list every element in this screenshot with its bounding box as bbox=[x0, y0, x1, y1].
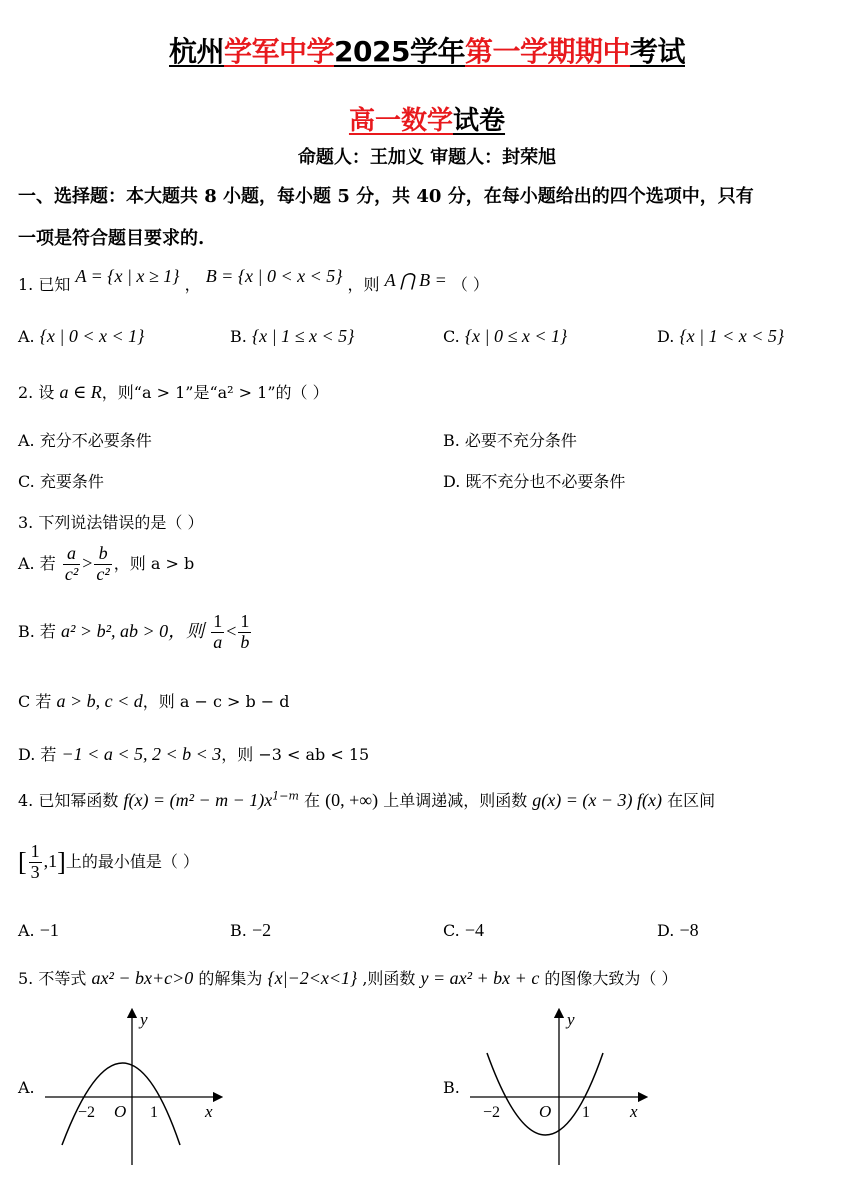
q5-option-a-label[interactable]: A. bbox=[18, 1078, 35, 1097]
q3-option-c[interactable]: C 若 a > b, c < d，则 a − c > b − d bbox=[18, 691, 290, 711]
q4-option-c[interactable]: C. −4 bbox=[443, 920, 485, 940]
exam-title: 杭州学军中学2025学年第一学期期中考试 bbox=[169, 35, 685, 68]
q2-option-c[interactable]: C. 充要条件 bbox=[18, 472, 104, 491]
q4-option-d[interactable]: D. −8 bbox=[657, 920, 699, 940]
question-5-stem: 5. 不等式 ax² − bx+c>0 的解集为 {x|−2<x<1} ,则函数 y = ax² + bx + c 的图像大致为（ ） bbox=[18, 968, 678, 988]
y-label: y bbox=[140, 1010, 148, 1029]
tick-1: 1 bbox=[582, 1104, 590, 1121]
question-2-stem: 2. 设 a ∈ R，则“a > 1”是“a² > 1”的（ ） bbox=[18, 382, 329, 402]
q3-option-d[interactable]: D. 若 −1 < a < 5, 2 < b < 3，则 −3 < ab < 15 bbox=[18, 744, 370, 764]
question-4-stem: 4. 已知幂函数 $f(x) = (m^2 - m - 1)x^{1-m}$ 在 (0, +∞) 上单调递减，则函数 g(x) = (x − 3) f(x) 在区间 bbox=[18, 789, 716, 810]
section-heading-line2: 一项是符合题目要求的. bbox=[18, 228, 205, 249]
exam-subtitle: 高一数学试卷 bbox=[348, 106, 506, 136]
q1-option-c[interactable]: C. {x | 0 ≤ x < 1} bbox=[443, 326, 568, 346]
x-label: x bbox=[630, 1102, 638, 1121]
origin-label: O bbox=[114, 1102, 127, 1121]
y-label: y bbox=[567, 1010, 575, 1029]
origin-label: O bbox=[539, 1102, 552, 1121]
tick-1: 1 bbox=[150, 1104, 158, 1121]
authors-line: 命题人：王加义 审题人：封荣旭 bbox=[297, 147, 557, 168]
x-label: x bbox=[205, 1102, 213, 1121]
section-heading-line1: 一、选择题：本大题共 8 小题，每小题 5 分，共 40 分，在每小题给出的四个选项中，只有 bbox=[18, 186, 754, 207]
q4-option-b[interactable]: B. −2 bbox=[230, 920, 272, 940]
question-1-stem: 1. 已知 A = {x | x ≥ 1} ， B = {x | 0 < x < 5} ，则 A ⋂ B = （ ） bbox=[18, 266, 489, 294]
q1-option-d[interactable]: D. {x | 1 < x < 5} bbox=[657, 326, 785, 346]
parabola-curve bbox=[487, 1053, 603, 1135]
q5-option-b-label[interactable]: B. bbox=[443, 1078, 460, 1097]
question-4-line2: [ $\frac{1}{3}$ ,1]上的最小值是（ ） bbox=[18, 841, 199, 882]
q1-option-a[interactable]: A. {x | 0 < x < 1} bbox=[18, 326, 145, 346]
q5-graph-a[interactable] bbox=[40, 1005, 230, 1175]
q4-option-a[interactable]: A. −1 bbox=[18, 920, 59, 940]
q1-option-b[interactable]: B. {x | 1 ≤ x < 5} bbox=[230, 326, 355, 346]
q2-option-a[interactable]: A. 充分不必要条件 bbox=[18, 431, 152, 450]
tick-neg2: −2 bbox=[78, 1104, 96, 1121]
q2-option-d[interactable]: D. 既不充分也不必要条件 bbox=[443, 472, 626, 491]
q3-option-b[interactable]: B. 若 a² > b², ab > 0，则 $\frac{1}{a}$ < $\frac{1}{b}$ bbox=[18, 611, 250, 652]
q2-option-b[interactable]: B. 必要不充分条件 bbox=[443, 431, 577, 450]
question-3-stem: 3. 下列说法错误的是（ ） bbox=[18, 513, 204, 532]
tick-neg2: −2 bbox=[483, 1104, 501, 1121]
q3-option-a[interactable]: A. 若 $\frac{a}{\text{c²}}$ > $\frac{b}{\text{c²}}$ ，则 a > b bbox=[18, 543, 195, 584]
q5-graph-b[interactable] bbox=[465, 1005, 655, 1175]
